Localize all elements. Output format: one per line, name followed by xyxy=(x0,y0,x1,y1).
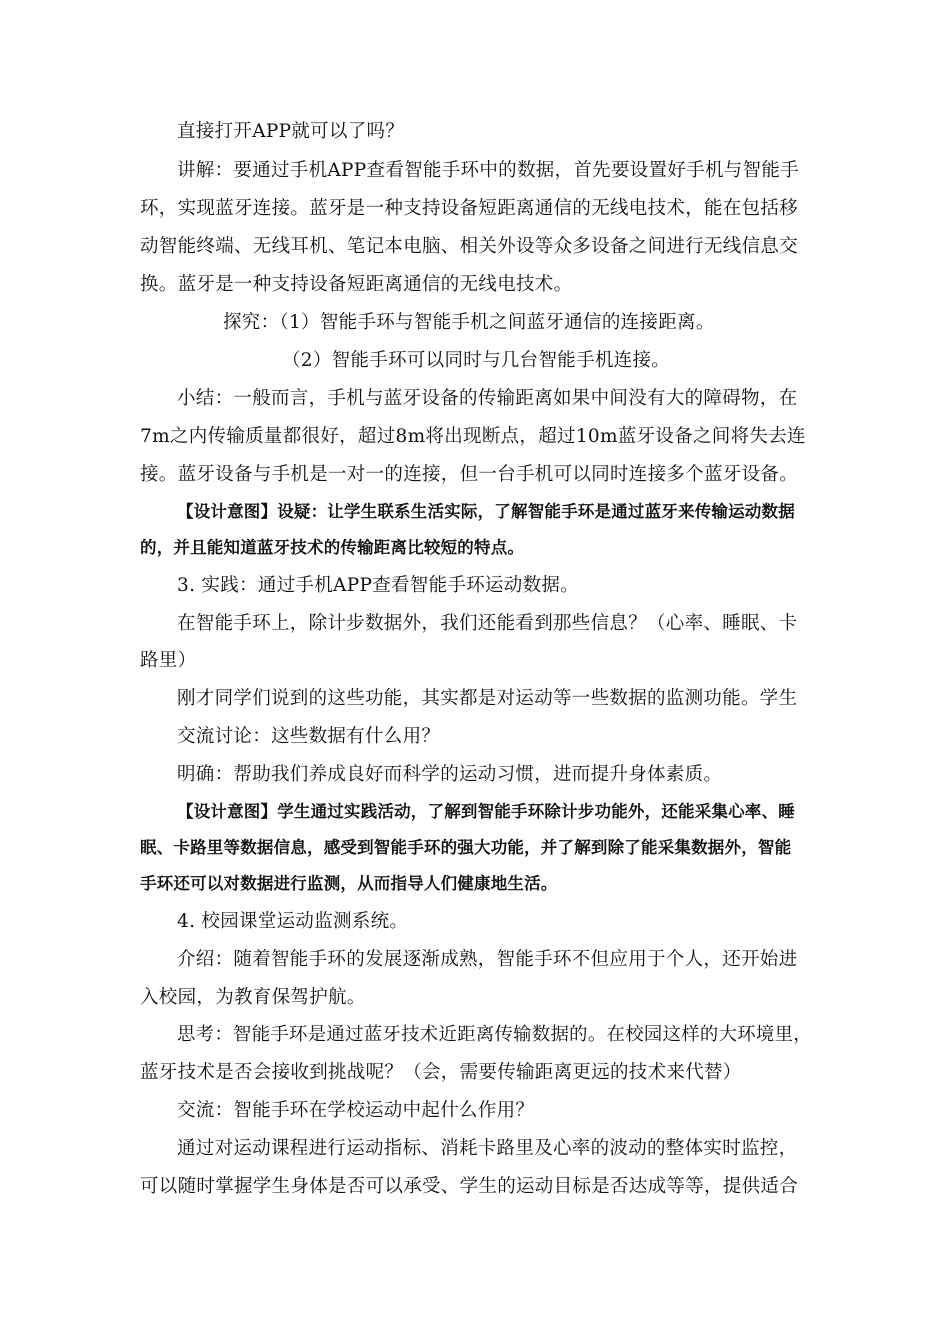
paragraph-line: 通过对运动课程进行运动指标、消耗卡路里及心率的波动的整体实时监控， xyxy=(177,1138,798,1159)
paragraph-line: 直接打开APP就可以了吗？ xyxy=(177,121,405,142)
inquiry-line: （2）智能手环可以同时与几台智能手机连接。 xyxy=(282,350,671,371)
paragraph-line: 入校园，为教育保驾护航。 xyxy=(140,987,366,1008)
design-intent-line: 眠、卡路里等数据信息，感受到智能手环的强大功能，并了解到除了能采集数据外，智能 xyxy=(140,838,792,857)
paragraph-line: 交流讨论：这些数据有什么用？ xyxy=(177,726,441,747)
section-heading: 4. 校园课堂运动监测系统。 xyxy=(177,911,409,932)
paragraph-line: 小结：一般而言，手机与蓝牙设备的传输距离如果中间没有大的障碍物，在 xyxy=(177,388,798,409)
paragraph-line: 换。蓝牙是一种支持设备短距离通信的无线电技术。 xyxy=(140,274,573,295)
paragraph-line: 刚才同学们说到的这些功能，其实都是对运动等一些数据的监测功能。学生 xyxy=(177,688,798,709)
paragraph-line: 明确：帮助我们养成良好而科学的运动习惯，进而提升身体素质。 xyxy=(177,764,723,785)
paragraph-line: 思考：智能手环是通过蓝牙技术近距离传输数据的。在校园这样的大环境里， xyxy=(177,1024,812,1045)
paragraph-line: 讲解：要通过手机APP查看智能手环中的数据，首先要设置好手机与智能手 xyxy=(177,160,799,181)
paragraph-line: 环，实现蓝牙连接。蓝牙是一种支持设备短距离通信的无线电技术，能在包括移 xyxy=(140,198,799,219)
paragraph-line: 接。蓝牙设备与手机是一对一的连接，但一台手机可以同时连接多个蓝牙设备。 xyxy=(140,464,799,485)
paragraph-line: 在智能手环上，除计步数据外，我们还能看到那些信息？（心率、睡眠、卡 xyxy=(177,613,798,634)
inquiry-line: 探究：（1）智能手环与智能手机之间蓝牙通信的连接距离。 xyxy=(223,312,715,333)
paragraph-line: 路里） xyxy=(140,650,197,671)
paragraph-line: 7m之内传输质量都很好，超过8m将出现断点，超过10m蓝牙设备之间将失去连 xyxy=(140,426,806,447)
section-heading: 3. 实践：通过手机APP查看智能手环运动数据。 xyxy=(177,575,579,596)
design-intent-line: 【设计意图】设疑：让学生联系生活实际，了解智能手环是通过蓝牙来传输运动数据 xyxy=(177,502,795,521)
paragraph-line: 蓝牙技术是否会接收到挑战呢？（会，需要传输距离更远的技术来代替） xyxy=(140,1062,742,1083)
paragraph-line: 动智能终端、无线耳机、笔记本电脑、相关外设等众多设备之间进行无线信息交 xyxy=(140,236,799,257)
paragraph-line: 交流：智能手环在学校运动中起什么作用？ xyxy=(177,1100,535,1121)
design-intent-line: 【设计意图】学生通过实践活动，了解到智能手环除计步功能外，还能采集心率、睡 xyxy=(177,802,795,821)
design-intent-line: 手环还可以对数据进行监测，从而指导人们健康地生活。 xyxy=(140,874,558,893)
paragraph-line: 可以随时掌握学生身体是否可以承受、学生的运动目标是否达成等等，提供适合 xyxy=(140,1176,799,1197)
paragraph-line: 介绍：随着智能手环的发展逐渐成熟，智能手环不但应用于个人，还开始进 xyxy=(177,949,798,970)
design-intent-line: 的，并且能知道蓝牙技术的传输距离比较短的特点。 xyxy=(140,538,525,557)
